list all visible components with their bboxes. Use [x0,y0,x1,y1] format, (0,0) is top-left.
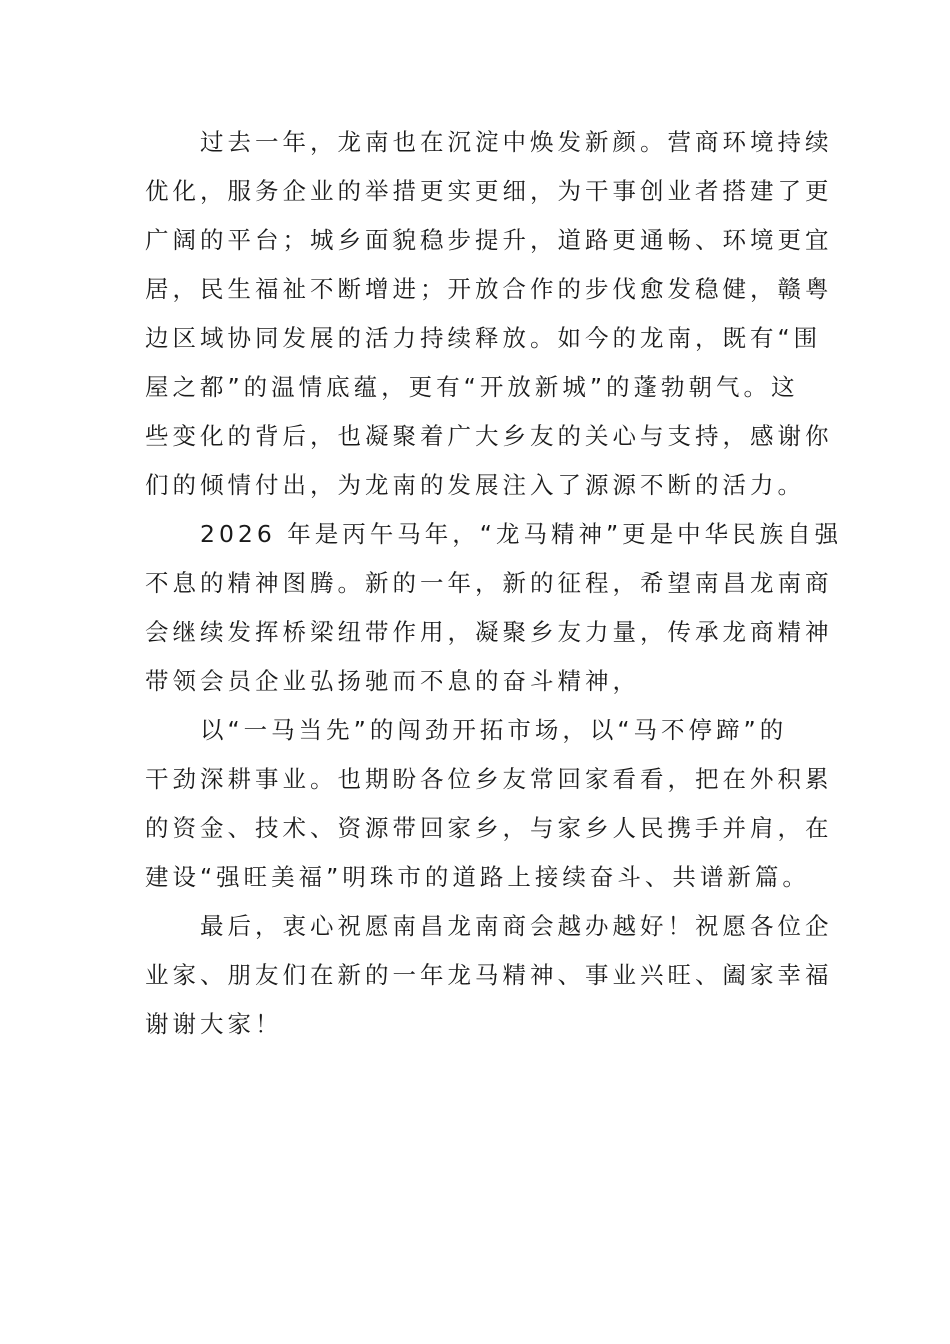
text-line: 最后，衷心祝愿南昌龙南商会越办越好！祝愿各位企 [200,912,833,940]
text-line: 边区域协同发展的活力持续释放。如今的龙南，既有“围 [145,324,822,352]
text-line: 业家、朋友们在新的一年龙马精神、事业兴旺、阖家幸福 [145,961,833,989]
text-line: 建设“强旺美福”明珠市的道路上接续奋斗、共谱新篇。 [145,863,810,891]
paragraph-spirit [145,706,833,902]
text-line: 优化，服务企业的举措更实更细，为干事创业者搭建了更 [145,177,833,205]
text-line: 些变化的背后，也凝聚着广大乡友的关心与支持，感谢你 [145,422,833,450]
text-line: 不息的精神图腾。新的一年，新的征程，希望南昌龙南商 [145,569,833,597]
paragraph-review [145,118,833,510]
paragraph-new-year [145,510,843,706]
text-line: 会继续发挥桥梁纽带作用，凝聚乡友力量，传承龙商精神 [145,618,833,646]
text-line: 2026 年是丙午马年，“龙马精神”更是中华民族自强 [200,520,843,548]
text-line: 广阔的平台；城乡面貌稳步提升，道路更通畅、环境更宜 [145,226,833,254]
text-line: 居，民生福祉不断增进；开放合作的步伐愈发稳健，赣粤 [145,275,833,303]
text-line: 谢谢大家！ [145,1010,283,1038]
text-line: 干劲深耕事业。也期盼各位乡友常回家看看，把在外积累 [145,765,833,793]
paragraph-closing [145,902,833,1049]
text-line: 们的倾情付出，为龙南的发展注入了源源不断的活力。 [145,471,805,499]
text-line: 以“一马当先”的闯劲开拓市场，以“马不停蹄”的 [200,716,788,744]
text-line: 带领会员企业弘扬驰而不息的奋斗精神， [145,667,640,695]
text-line: 的资金、技术、资源带回家乡，与家乡人民携手并肩，在 [145,814,833,842]
text-line: 过去一年，龙南也在沉淀中焕发新颜。营商环境持续 [200,128,833,156]
text-line: 屋之都”的温情底蕴，更有“开放新城”的蓬勃朝气。这 [145,373,799,401]
document-body [145,118,843,1049]
